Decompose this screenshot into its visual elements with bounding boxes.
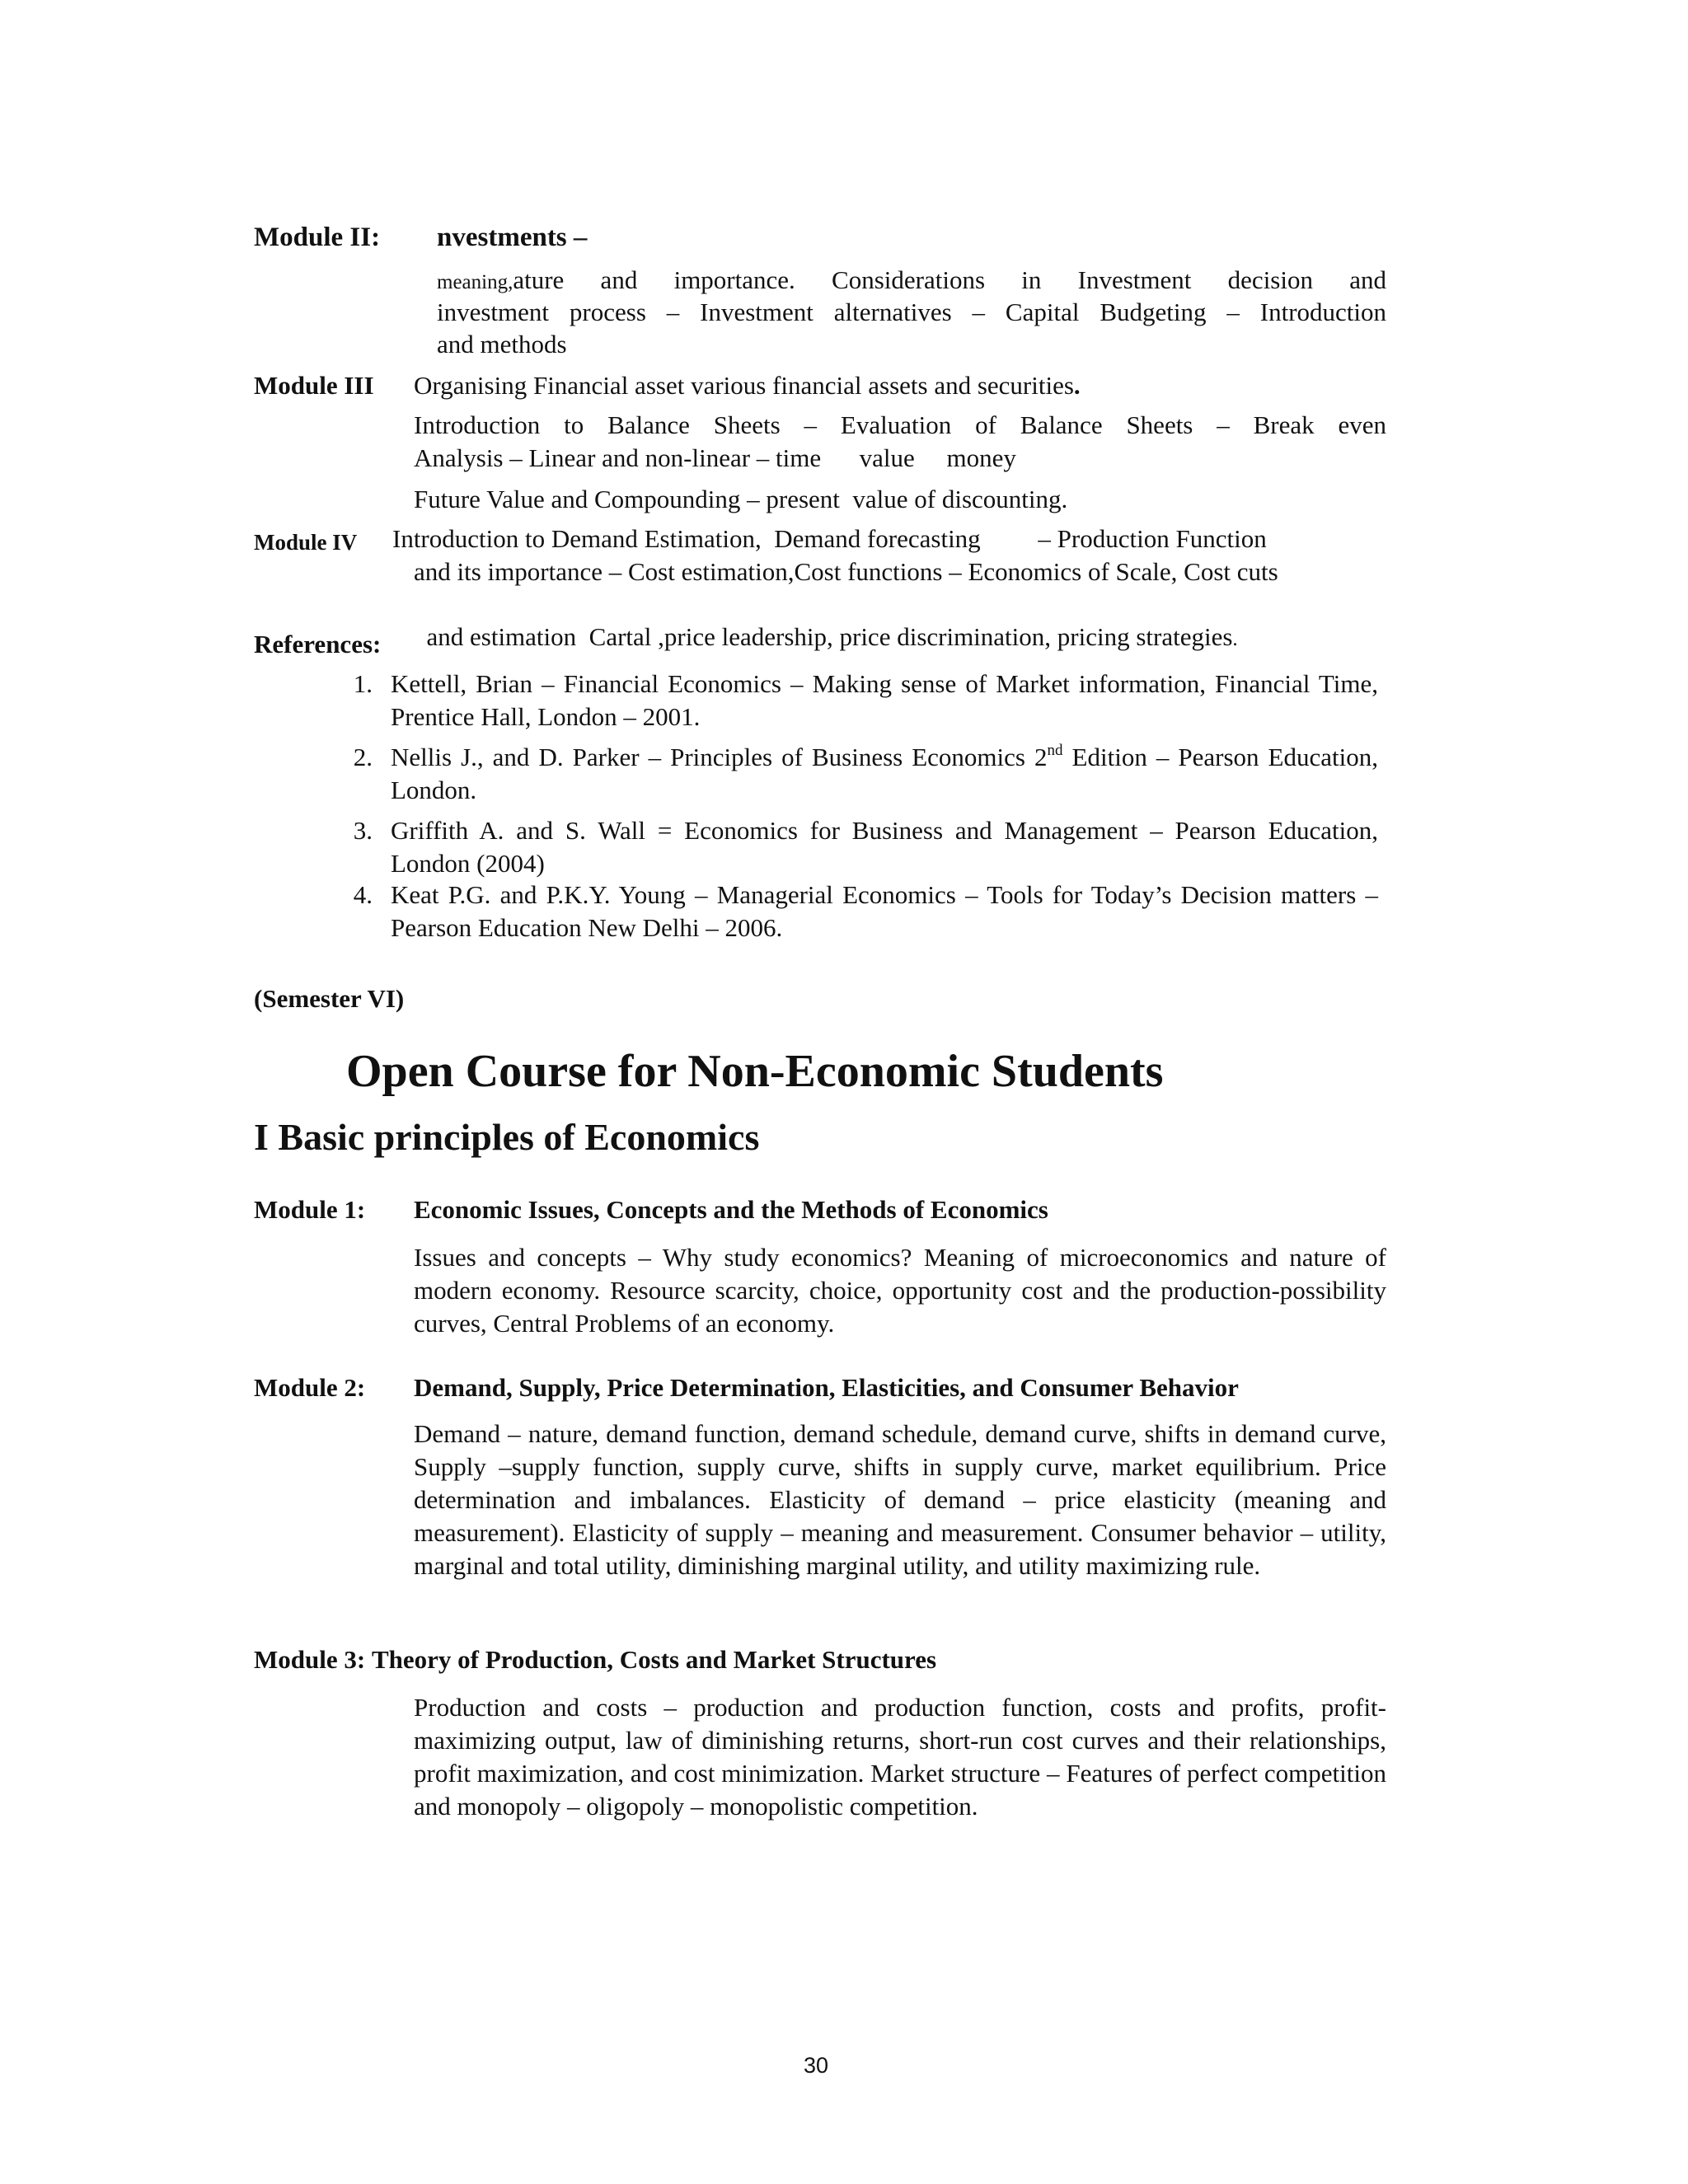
- module-3-label: Module 3:: [254, 1645, 366, 1674]
- module-iii-heading-dot: .: [1073, 371, 1081, 400]
- reference-number: 4.: [353, 880, 373, 909]
- module-iii-p1-line-2: Analysis – Linear and non-linear – time value money: [414, 443, 1016, 472]
- module-iv-line-2: and its importance – Cost estimation,Cost functions – Economics of Scale, Cost cuts: [414, 557, 1278, 586]
- reference-text-a: Nellis J., and D. Parker – Principles of Business Economics 2: [391, 743, 1048, 771]
- module-ii-line-1: [437, 264, 1386, 299]
- module-2-heading: Demand, Supply, Price Determination, Elasticities, and Consumer Behavior: [414, 1373, 1239, 1402]
- reference-text: Keat P.G. and P.K.Y. Young – Managerial Economics – Tools for Today’s Decision matters – Pearson Education New Delhi – 2006.: [391, 880, 1378, 942]
- reference-text: Kettell, Brian – Financial Economics – Making sense of Market information, Financial Time, Prentice Hall, London – 2001.: [391, 669, 1378, 731]
- module-iii-heading-text: Organising Financial asset various financial assets and securities: [414, 371, 1074, 400]
- module-2-label: Module 2:: [254, 1373, 366, 1402]
- reference-text: [391, 741, 1378, 807]
- module-3-heading: Theory of Production, Costs and Market Structures: [371, 1645, 937, 1674]
- module-ii-line-3: and methods: [437, 330, 567, 359]
- module-iv-line-3-dot: .: [1232, 628, 1238, 650]
- module-ii-heading: nvestments –: [437, 223, 588, 252]
- module-ii-line-1-small: meaning,: [437, 271, 513, 293]
- module-1-body: Issues and concepts – Why study economics? Meaning of microeconomics and nature of modern economy. Resource scarcity, choice, opportunity cost and the production-possibility curves, Central Problems of an economy.: [414, 1243, 1386, 1338]
- module-ii-line-1-text: ature and importance. Considerations in Investment decision and: [513, 265, 1386, 294]
- module-iii-p1-line-1: Introduction to Balance Sheets – Evaluation of Balance Sheets – Break even: [414, 410, 1386, 439]
- module-3-heading-row: [254, 1643, 936, 1676]
- semester-label: (Semester VI): [254, 984, 405, 1013]
- module-iii-p2: Future Value and Compounding – present value of discounting.: [414, 485, 1068, 513]
- module-iv-label: Module IV: [254, 530, 358, 555]
- module-iv-line-1: Introduction to Demand Estimation, Demand forecasting – Production Function: [392, 524, 1267, 553]
- reference-text-b: Edition – Pearson Education, London.: [391, 743, 1378, 804]
- module-ii-line-2: investment process – Investment alternatives – Capital Budgeting – Introduction: [437, 298, 1386, 326]
- module-iii-heading: [414, 369, 1081, 402]
- module-1-heading: Economic Issues, Concepts and the Methods of Economics: [414, 1195, 1048, 1224]
- course-title: Open Course for Non-Economic Students: [346, 1046, 1164, 1097]
- page-number: 30: [804, 2053, 829, 2078]
- reference-number: 2.: [353, 743, 373, 771]
- module-iv-line-3: [414, 588, 1238, 656]
- module-1-label: Module 1:: [254, 1195, 366, 1224]
- reference-number: 3.: [353, 816, 373, 845]
- reference-text: Griffith A. and S. Wall = Economics for Business and Management – Pearson Education, London (2004): [391, 816, 1378, 878]
- module-3-body: Production and costs – production and production function, costs and profits, profit-maximizing output, law of diminishing returns, short-run cost curves and their relationships, profit maximization, and cost minimization. Market structure – Features of perfect competition and monopoly – oligopoly – monopolistic competition.: [414, 1693, 1386, 1821]
- reference-number: 1.: [353, 669, 373, 698]
- course-subtitle: I Basic principles of Economics: [254, 1116, 760, 1158]
- reference-superscript: nd: [1047, 742, 1063, 759]
- module-iv-line-3-text: and estimation Cartal ,price leadership, price discrimination, pricing strategies: [426, 622, 1233, 651]
- module-ii-label: Module II:: [254, 223, 381, 252]
- module-iii-label: Module III: [254, 371, 374, 400]
- references-heading: References:: [254, 630, 382, 658]
- module-2-body: Demand – nature, demand function, demand schedule, demand curve, shifts in demand curve, Supply –supply function, supply curve, shifts in supply curve, market equilibrium. Price determination and imbalances. Elasticity of demand – price elasticity (meaning and measurement). Elasticity of supply – meaning and measurement. Consumer behavior – utility, marginal and total utility, diminishing marginal utility, and utility maximizing rule.: [414, 1419, 1386, 1580]
